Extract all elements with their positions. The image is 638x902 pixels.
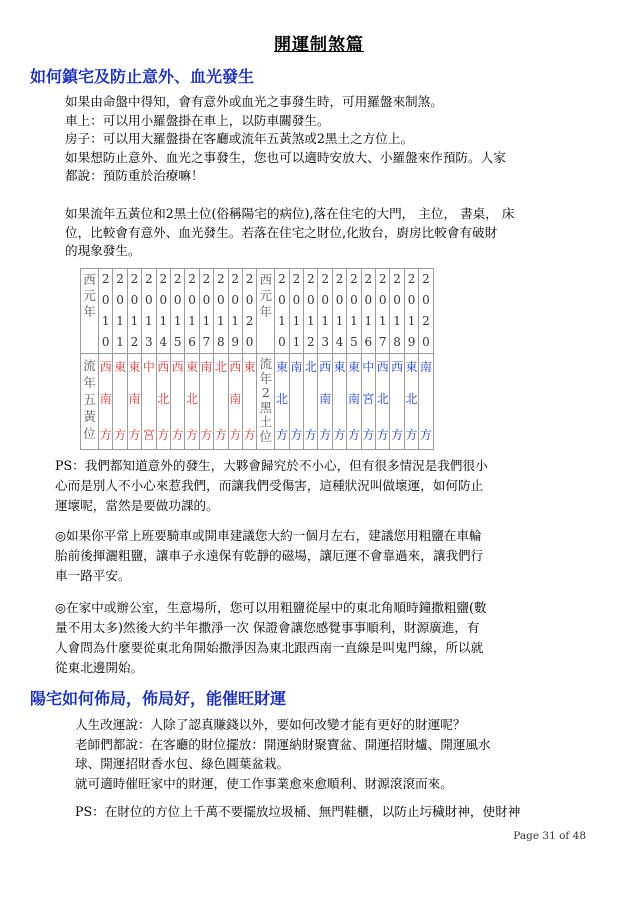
text-line: 心而是別人不小心來惹我們，而讓我們受傷害，這種狀況叫做壞運，如何防止 — [55, 478, 484, 493]
text-line: 如果流年五黃位和2黑土位(俗稱陽宅的病位),落在住宅的大門， 主位， 書桌， 床 — [65, 206, 515, 221]
text-line: 位，比較會有意外、血光發生。若落在住宅之財位,化妝台，廚房比較會有破財 — [65, 224, 498, 240]
year-cell: 2 0 1 0 — [99, 269, 113, 354]
direction-cell: 東 方 — [242, 354, 256, 450]
text-line: ◎如果你平常上班要騎車或開車建議您大約一個月左右，建議您用粗鹽在車輪 — [55, 528, 482, 543]
year-cell: 2 0 1 4 — [156, 269, 170, 354]
paragraph-flying-star — [65, 205, 514, 261]
direction-cell: 西 方 — [390, 354, 404, 450]
direction-cell: 南 方 — [289, 354, 303, 450]
direction-cell: 西 南 方 — [318, 354, 332, 450]
year-cell: 2 0 1 1 — [113, 269, 127, 354]
text-line: 房子：可以用大羅盤掛在客廳或流年五黃煞或2黑土之方位上。 — [65, 131, 414, 146]
year-cell: 2 0 1 7 — [376, 269, 390, 354]
direction-cell: 東 南 方 — [347, 354, 361, 450]
text-line: 車一路平安。 — [55, 568, 131, 583]
year-cell: 2 0 1 3 — [318, 269, 332, 354]
direction-cell: 東 北 方 — [404, 354, 418, 450]
direction-cell: 北 方 — [214, 354, 228, 450]
year-cell: 2 0 1 8 — [390, 269, 404, 354]
year-cell: 2 0 1 2 — [127, 269, 141, 354]
section-heading-wealth: 陽宅如何佈局，佈局好，能催旺財運 — [30, 689, 287, 708]
label-two-black: 流 年 2 黑 土 位 — [257, 354, 275, 450]
year-cell: 2 0 1 6 — [361, 269, 375, 354]
year-cell: 2 0 1 9 — [228, 269, 242, 354]
year-cell: 2 0 1 4 — [332, 269, 346, 354]
text-line: 如果由命盤中得知，會有意外或血光之事發生時，可用羅盤來制煞。 — [65, 94, 443, 109]
direction-cell: 北 方 — [304, 354, 318, 450]
year-cell: 2 0 1 9 — [404, 269, 418, 354]
direction-cell: 中 宮 — [142, 354, 156, 450]
year-cell: 2 0 1 6 — [185, 269, 199, 354]
direction-cell: 東 方 — [113, 354, 127, 450]
text-line: 的現象發生。 — [65, 243, 141, 258]
text-line: 人生改運說：人除了認真賺錢以外，要如何改變才能有更好的財運呢？ — [75, 717, 466, 732]
text-line: 如果想防止意外、血光之事發生，您也可以適時安放大、小羅盤來作預防。人家 — [65, 149, 506, 165]
year-cell: 2 0 2 0 — [242, 269, 256, 354]
paragraph-ps-accident — [55, 456, 488, 516]
direction-cell: 東 北 方 — [275, 354, 289, 450]
paragraph-ps-wealth: PS：在財位的方位上千萬不要擺放垃圾桶、無門鞋櫃，以防止圬穢財神，使財神 — [75, 804, 521, 819]
year-cell: 2 0 1 5 — [170, 269, 184, 354]
table-row-years — [81, 269, 434, 354]
direction-cell: 西 北 方 — [376, 354, 390, 450]
yearly-direction-table — [80, 268, 434, 450]
text-line: 量不用太多)然後大約半年撒淨一次 保證會讓您感覺事事順利，財源廣進，有 — [55, 620, 480, 635]
text-line: 人會問為什麼要從東北角開始撒淨因為東北跟西南一直線是叫鬼門線，所以就 — [55, 640, 484, 655]
text-line: 球、開運招財香水包、綠色圓葉盆栽。 — [75, 756, 290, 771]
direction-cell: 南 方 — [199, 354, 213, 450]
year-cell: 2 0 1 8 — [214, 269, 228, 354]
direction-cell: 西 方 — [170, 354, 184, 450]
direction-cell: 西 南 方 — [99, 354, 113, 450]
year-cell: 2 0 1 2 — [304, 269, 318, 354]
direction-cell: 中 宮 方 — [361, 354, 375, 450]
year-cell: 2 0 1 3 — [142, 269, 156, 354]
text-line: PS：我們都知道意外的發生，大夥會歸究於不小心，但有很多情況是我們很小 — [55, 458, 488, 473]
text-line: ◎在家中或辦公室，生意場所，您可以用粗鹽從屋中的東北角順時鐘撒粗鹽(數 — [55, 600, 487, 615]
text-line: 老師們都說：在客廳的財位擺放：開運納財聚寶盆、開運招財爐、開運風水 — [75, 736, 491, 752]
header-year-right: 西 元 年 — [257, 269, 275, 354]
text-line: 從東北邊開始。 — [55, 660, 144, 675]
year-cell: 2 0 1 7 — [199, 269, 213, 354]
direction-cell: 東 方 — [332, 354, 346, 450]
direction-cell: 東 北 方 — [185, 354, 199, 450]
page-title: 開運制煞篇 — [274, 35, 364, 55]
table-row-directions — [81, 354, 434, 450]
text-line: 車上：可以用小羅盤掛在車上，以防車關發生。 — [65, 112, 330, 128]
direction-cell: 西 北 方 — [156, 354, 170, 450]
label-five-yellow: 流 年 五 黃 位 — [81, 354, 99, 450]
year-cell: 2 0 2 0 — [419, 269, 433, 354]
direction-cell: 西 南 方 — [228, 354, 242, 450]
paragraph-salt-home — [55, 598, 487, 678]
section-heading-accident: 如何鎮宅及防止意外、血光發生 — [30, 67, 255, 86]
text-line: 運壞呢，當然是要做功課的。 — [55, 498, 219, 513]
text-line: 胎前後揮灑粗鹽，讓車子永遠保有乾靜的磁場，讓厄運不會靠過來，讓我們行 — [55, 548, 484, 563]
direction-cell: 南 方 — [419, 354, 433, 450]
year-cell: 2 0 1 0 — [275, 269, 289, 354]
direction-cell: 東 南 方 — [127, 354, 141, 450]
paragraph-salt-car — [55, 526, 483, 586]
text-line: 都說：預防重於治療嘛！ — [65, 168, 204, 183]
text-line: 就可適時催旺家中的財運，使工作事業愈來愈順利、財源滾滾而來。 — [75, 775, 453, 791]
year-cell: 2 0 1 5 — [347, 269, 361, 354]
year-cell: 2 0 1 1 — [289, 269, 303, 354]
header-year-left: 西 元 年 — [81, 269, 99, 354]
paragraph-wealth — [75, 715, 491, 793]
page-number: Page 31 of 48 — [513, 830, 586, 842]
paragraph-compass — [65, 93, 506, 186]
